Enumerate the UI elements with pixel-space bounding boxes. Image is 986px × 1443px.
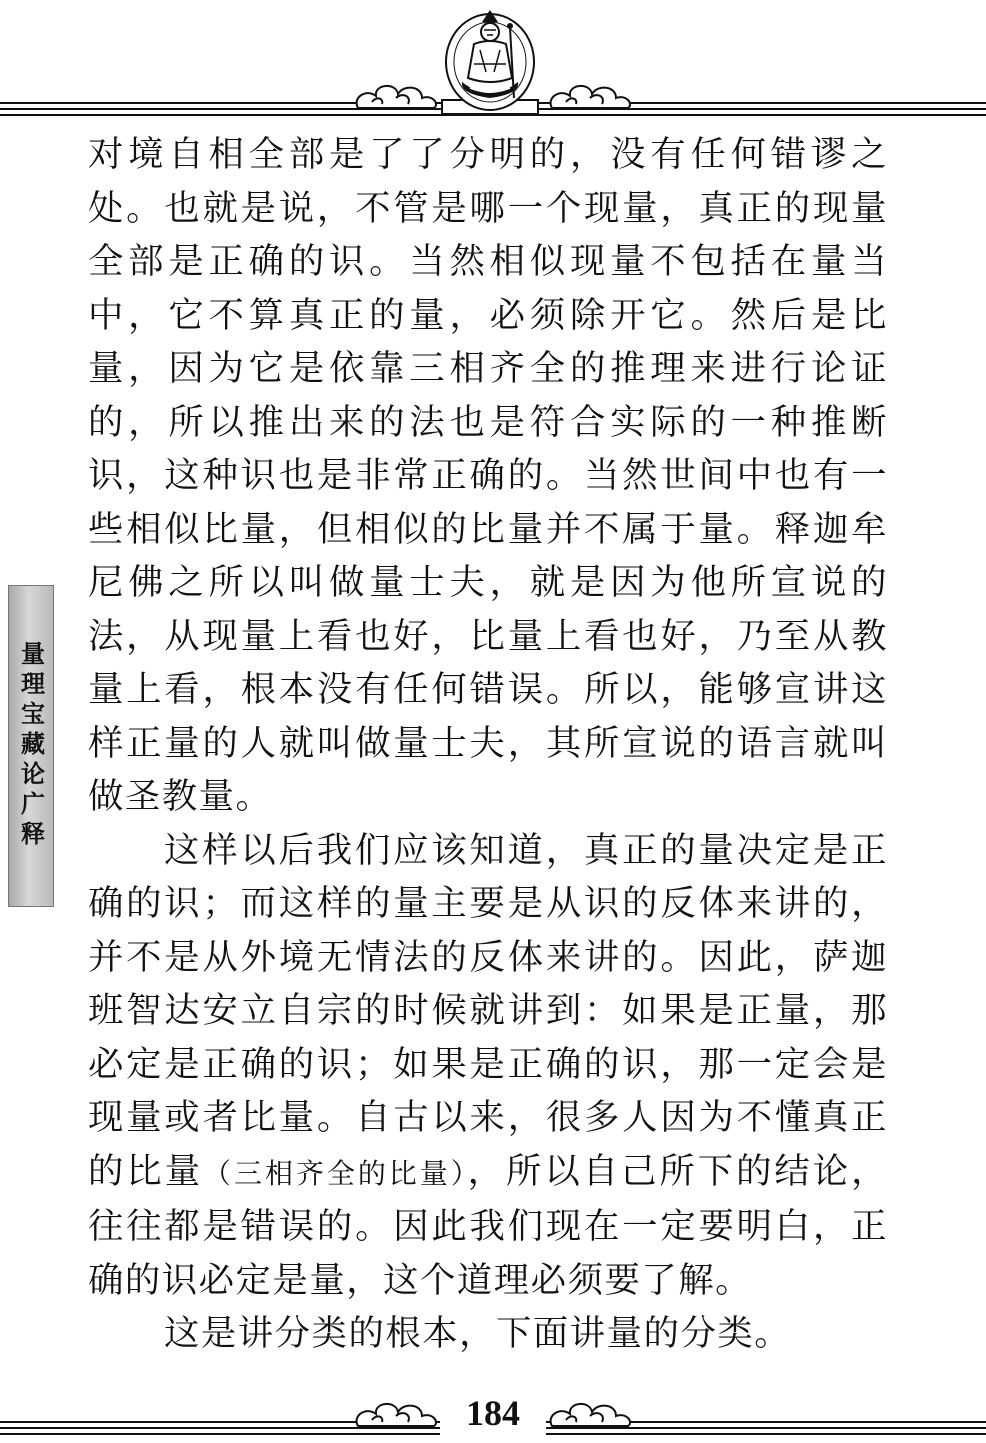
page-body <box>88 128 888 1361</box>
cloud-ornament-icon <box>546 78 634 116</box>
padmasambhava-figure-icon <box>440 8 540 116</box>
paragraph: 对境自相全部是了了分明的，没有任何错谬之处。也就是说，不管是哪一个现量，真正的现量全部是正确的识。当然相似现量不包括在量当中，它不算真正的量，必须除开它。然后是比量，因为它是依靠三相齐全的推理来进行论证的，所以推出来的法也是符合实际的一种推断识，这种识也是非常正确的。当然世间中也有一些相似比量，但相似的比量并不属于量。释迦牟尼佛之所以叫做量士夫，就是因为他所宣说的法，从现量上看也好，比量上看也好，乃至从教量上看，根本没有任何错误。所以，能够宣讲这样正量的人就叫做量士夫，其所宣说的语言就叫做圣教量。 <box>88 134 888 817</box>
paragraph-text: 这样以后我们应该知道，真正的量决定是正确的识；而这样的量主要是从识的反体来讲的，并不是从外境无情法的反体来讲的。因此，萨迦班智达安立自宗的时候就讲到：如果是正量，那必定是正确的识；如果是正确的识，那一定会是现量或者比量。自古以来，很多人因为不懂真正的比量 <box>88 829 888 1192</box>
cloud-ornament-icon <box>352 78 440 116</box>
paragraph: 这是讲分类的根本，下面讲量的分类。 <box>164 1313 792 1354</box>
parenthetical-note: （三相齐全的比量） <box>203 1156 468 1190</box>
page-number: 184 <box>466 1393 520 1433</box>
book-title-side-tab <box>8 585 54 907</box>
book-title: 量理宝藏论广释 <box>16 641 45 851</box>
paragraph-text: ，所以自己所下的结论，往往都是错误的。因此我们现在一定要明白，正确的识必定是量，这个道理必须要了解。 <box>88 1150 889 1301</box>
paragraph <box>88 824 888 1308</box>
